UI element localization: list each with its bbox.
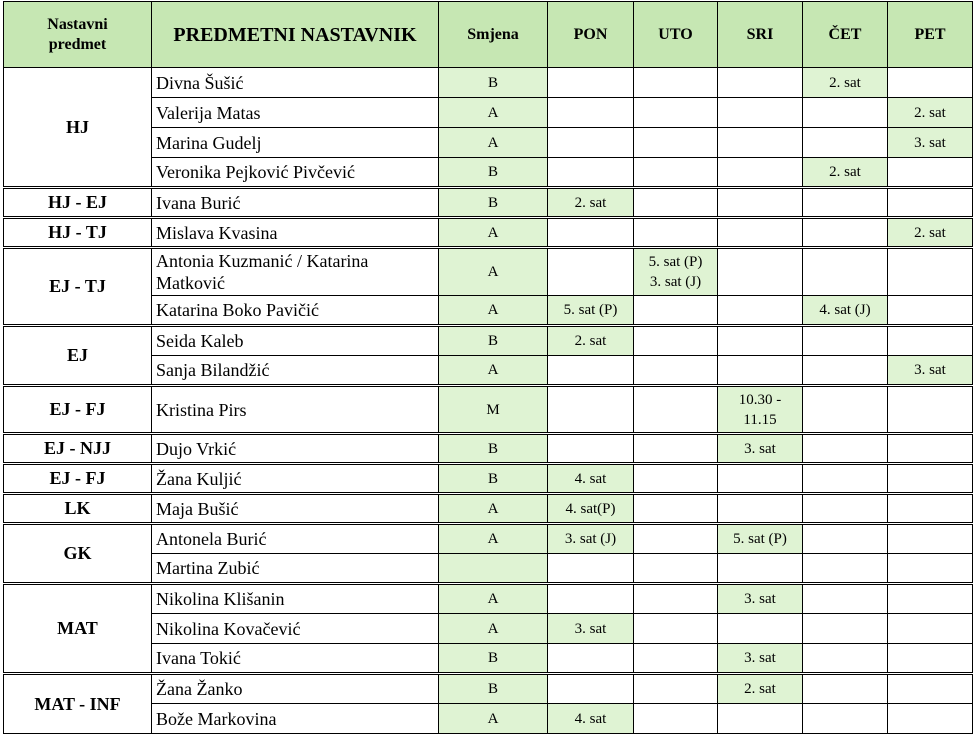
day-cell-fri: [888, 614, 973, 644]
teacher-cell: Antonela Burić: [152, 524, 439, 554]
day-cell-wed: [718, 584, 803, 614]
consultation-schedule-table: [3, 1, 973, 734]
day-cell-tue: [634, 158, 718, 188]
teacher-cell: Žana Kuljić: [152, 464, 439, 494]
day-cell-mon: [548, 356, 634, 386]
shift-cell: A: [439, 98, 548, 128]
day-cell-text: 3. sat: [744, 440, 776, 457]
day-cell-tue: [634, 356, 718, 386]
day-cell-tue: [634, 296, 718, 326]
schedule-body: [4, 68, 973, 734]
day-cell-text: 3. sat: [744, 591, 776, 607]
day-cell-text: 2. sat: [914, 224, 946, 241]
day-cell-wed: [718, 98, 803, 128]
day-cell-text: 5. sat (P): [563, 302, 618, 318]
day-cell-mon: [548, 98, 634, 128]
day-cell-wed: [718, 158, 803, 188]
teacher-cell: Nikolina Klišanin: [152, 584, 439, 614]
day-cell-thu: [803, 434, 888, 464]
day-cell-text: 5. sat (P): [733, 531, 787, 547]
teacher-cell: Dujo Vrkić: [152, 434, 439, 464]
day-cell-thu: [803, 356, 888, 386]
day-cell-fri: [888, 218, 973, 248]
schedule-row: [4, 464, 973, 494]
day-cell-text: 10.30 -: [738, 391, 782, 408]
teacher-cell: Seida Kaleb: [152, 326, 439, 356]
shift-cell: A: [439, 494, 548, 524]
subject-cell: LK: [4, 494, 152, 524]
subject-cell: EJ - TJ: [4, 248, 152, 326]
day-cell-text: 4. sat (J): [819, 302, 871, 318]
day-cell-mon: [548, 494, 634, 524]
day-cell-text: 4. sat: [574, 710, 607, 727]
shift-cell: B: [439, 68, 548, 98]
day-cell-thu: [803, 704, 888, 734]
day-cell-fri: [888, 248, 973, 296]
day-cell-tue: [634, 674, 718, 704]
schedule-row: [4, 218, 973, 248]
day-cell-tue: [634, 524, 718, 554]
day-cell-tue: [634, 554, 718, 584]
day-cell-tue: [634, 584, 718, 614]
schedule-row: [4, 674, 973, 704]
shift-cell: B: [439, 464, 548, 494]
shift-cell: B: [439, 158, 548, 188]
day-cell-fri: [888, 554, 973, 584]
day-cell-mon: [548, 128, 634, 158]
day-cell-thu: [803, 674, 888, 704]
day-cell-wed: [718, 68, 803, 98]
teacher-cell: Katarina Boko Pavičić: [152, 296, 439, 326]
day-cell-fri: [888, 188, 973, 218]
teacher-cell: Sanja Bilandžić: [152, 356, 439, 386]
header-teacher: PREDMETNI NASTAVNIK: [152, 2, 439, 68]
day-cell-mon: [548, 218, 634, 248]
day-cell-wed: [718, 326, 803, 356]
day-cell-fri: [888, 158, 973, 188]
day-cell-thu: [803, 248, 888, 296]
day-cell-mon: [548, 68, 634, 98]
day-cell-text: 3. sat: [574, 620, 607, 637]
day-cell-fri: [888, 704, 973, 734]
header-day-fri: PET: [888, 2, 973, 68]
schedule-row: [4, 326, 973, 356]
day-cell-mon: [548, 464, 634, 494]
day-cell-fri: [888, 326, 973, 356]
day-cell-text: 4. sat(P): [565, 500, 616, 517]
header-row: [4, 2, 973, 68]
day-cell-text: 2. sat: [574, 333, 607, 349]
shift-cell: [439, 554, 548, 584]
day-cell-fri: [888, 584, 973, 614]
day-cell-mon: [548, 158, 634, 188]
subject-cell: EJ - FJ: [4, 464, 152, 494]
teacher-cell: Marina Gudelj: [152, 128, 439, 158]
day-cell-tue: [634, 494, 718, 524]
teacher-cell: Maja Bušić: [152, 494, 439, 524]
schedule-row: [4, 494, 973, 524]
day-cell-tue: [634, 326, 718, 356]
day-cell-wed: [718, 386, 803, 434]
day-cell-fri: [888, 98, 973, 128]
schedule-row: [4, 584, 973, 614]
day-cell-mon: [548, 644, 634, 674]
day-cell-thu: [803, 188, 888, 218]
day-cell-text: 2. sat: [574, 194, 607, 211]
day-cell-wed: [718, 524, 803, 554]
subject-cell: MAT: [4, 584, 152, 674]
day-cell-thu: [803, 68, 888, 98]
day-cell-thu: [803, 128, 888, 158]
day-cell-fri: [888, 464, 973, 494]
day-cell-wed: [718, 434, 803, 464]
subject-cell: HJ: [4, 68, 152, 188]
shift-cell: A: [439, 128, 548, 158]
day-cell-text: 2. sat: [744, 681, 776, 697]
teacher-cell: Ivana Burić: [152, 188, 439, 218]
day-cell-mon: [548, 614, 634, 644]
shift-cell: A: [439, 704, 548, 734]
teacher-cell: Nikolina Kovačević: [152, 614, 439, 644]
day-cell-tue: [634, 68, 718, 98]
header-day-thu: ČET: [803, 2, 888, 68]
teacher-cell: Valerija Matas: [152, 98, 439, 128]
day-cell-thu: [803, 386, 888, 434]
day-cell-thu: [803, 584, 888, 614]
day-cell-thu: [803, 326, 888, 356]
day-cell-wed: [718, 614, 803, 644]
day-cell-fri: [888, 434, 973, 464]
teacher-cell: Divna Šušić: [152, 68, 439, 98]
day-cell-text: 3. sat: [744, 650, 776, 666]
day-cell-tue: [634, 188, 718, 218]
day-cell-tue: [634, 218, 718, 248]
day-cell-wed: [718, 248, 803, 296]
shift-cell: B: [439, 674, 548, 704]
day-cell-wed: [718, 188, 803, 218]
teacher-cell: Mislava Kvasina: [152, 218, 439, 248]
day-cell-mon: [548, 386, 634, 434]
schedule-row: [4, 524, 973, 554]
day-cell-text: 2. sat: [914, 104, 946, 121]
shift-cell: A: [439, 296, 548, 326]
teacher-cell: Žana Žanko: [152, 674, 439, 704]
teacher-cell: Martina Zubić: [152, 554, 439, 584]
day-cell-mon: [548, 524, 634, 554]
header-subject-line1: Nastavni: [47, 15, 108, 33]
day-cell-wed: [718, 356, 803, 386]
teacher-cell: Ivana Tokić: [152, 644, 439, 674]
day-cell-thu: [803, 524, 888, 554]
schedule-row: [4, 188, 973, 218]
day-cell-text: 3. sat (J): [564, 531, 617, 547]
day-cell-thu: [803, 554, 888, 584]
day-cell-thu: [803, 158, 888, 188]
day-cell-fri: [888, 296, 973, 326]
day-cell-wed: [718, 494, 803, 524]
day-cell-thu: [803, 218, 888, 248]
subject-cell: HJ - TJ: [4, 218, 152, 248]
day-cell-tue: [634, 98, 718, 128]
day-cell-wed: [718, 464, 803, 494]
day-cell-wed: [718, 674, 803, 704]
header-shift: Smjena: [439, 2, 548, 68]
day-cell-fri: [888, 674, 973, 704]
shift-cell: B: [439, 434, 548, 464]
teacher-cell: Kristina Pirs: [152, 386, 439, 434]
day-cell-mon: [548, 584, 634, 614]
header-subject: [4, 2, 152, 68]
day-cell-fri: [888, 128, 973, 158]
shift-cell: A: [439, 584, 548, 614]
header-day-wed: SRI: [718, 2, 803, 68]
day-cell-fri: [888, 524, 973, 554]
day-cell-text: 2. sat: [829, 164, 861, 180]
subject-cell: EJ: [4, 326, 152, 386]
shift-cell: B: [439, 644, 548, 674]
schedule-row: [4, 68, 973, 98]
schedule-row: [4, 434, 973, 464]
day-cell-fri: [888, 644, 973, 674]
day-cell-wed: [718, 218, 803, 248]
day-cell-tue: [634, 248, 718, 296]
shift-cell: A: [439, 356, 548, 386]
day-cell-text: 5. sat (P): [648, 254, 703, 270]
day-cell-thu: [803, 494, 888, 524]
day-cell-mon: [548, 674, 634, 704]
day-cell-text: 3. sat: [914, 362, 946, 378]
day-cell-mon: [548, 434, 634, 464]
shift-cell: A: [439, 524, 548, 554]
day-cell-tue: [634, 644, 718, 674]
subject-cell: EJ - FJ: [4, 386, 152, 434]
day-cell-wed: [718, 704, 803, 734]
header-day-mon: PON: [548, 2, 634, 68]
day-cell-fri: [888, 356, 973, 386]
day-cell-text: 2. sat: [829, 74, 861, 91]
day-cell-tue: [634, 614, 718, 644]
teacher-cell: Veronika Pejković Pivčević: [152, 158, 439, 188]
day-cell-thu: [803, 296, 888, 326]
header-day-tue: UTO: [634, 2, 718, 68]
day-cell-mon: [548, 554, 634, 584]
day-cell-thu: [803, 614, 888, 644]
subject-cell: EJ - NJJ: [4, 434, 152, 464]
header-subject-line2: predmet: [48, 35, 107, 53]
subject-cell: HJ - EJ: [4, 188, 152, 218]
day-cell-mon: [548, 296, 634, 326]
shift-cell: A: [439, 248, 548, 296]
day-cell-tue: [634, 128, 718, 158]
day-cell-fri: [888, 494, 973, 524]
subject-cell: MAT - INF: [4, 674, 152, 734]
day-cell-wed: [718, 644, 803, 674]
day-cell-text: 3. sat: [914, 134, 946, 151]
day-cell-wed: [718, 296, 803, 326]
day-cell-mon: [548, 188, 634, 218]
day-cell-tue: [634, 704, 718, 734]
day-cell-thu: [803, 464, 888, 494]
day-cell-thu: [803, 98, 888, 128]
day-cell-fri: [888, 68, 973, 98]
schedule-row: [4, 386, 973, 434]
day-cell-tue: [634, 434, 718, 464]
day-cell-mon: [548, 326, 634, 356]
day-cell-text: 3. sat (J): [649, 274, 702, 290]
day-cell-tue: [634, 464, 718, 494]
schedule-page: [3, 1, 973, 734]
day-cell-mon: [548, 704, 634, 734]
shift-cell: B: [439, 188, 548, 218]
day-cell-thu: [803, 644, 888, 674]
day-cell-wed: [718, 554, 803, 584]
shift-cell: A: [439, 218, 548, 248]
teacher-cell: Bože Markovina: [152, 704, 439, 734]
day-cell-wed: [718, 128, 803, 158]
day-cell-text: 11.15: [743, 411, 777, 428]
day-cell-tue: [634, 386, 718, 434]
subject-cell: GK: [4, 524, 152, 584]
day-cell-mon: [548, 248, 634, 296]
schedule-row: [4, 248, 973, 296]
shift-cell: A: [439, 614, 548, 644]
day-cell-fri: [888, 386, 973, 434]
teacher-cell: Antonia Kuzmanić / Katarina Matković: [152, 248, 439, 296]
shift-cell: M: [439, 386, 548, 434]
day-cell-text: 4. sat: [574, 470, 607, 487]
shift-cell: B: [439, 326, 548, 356]
